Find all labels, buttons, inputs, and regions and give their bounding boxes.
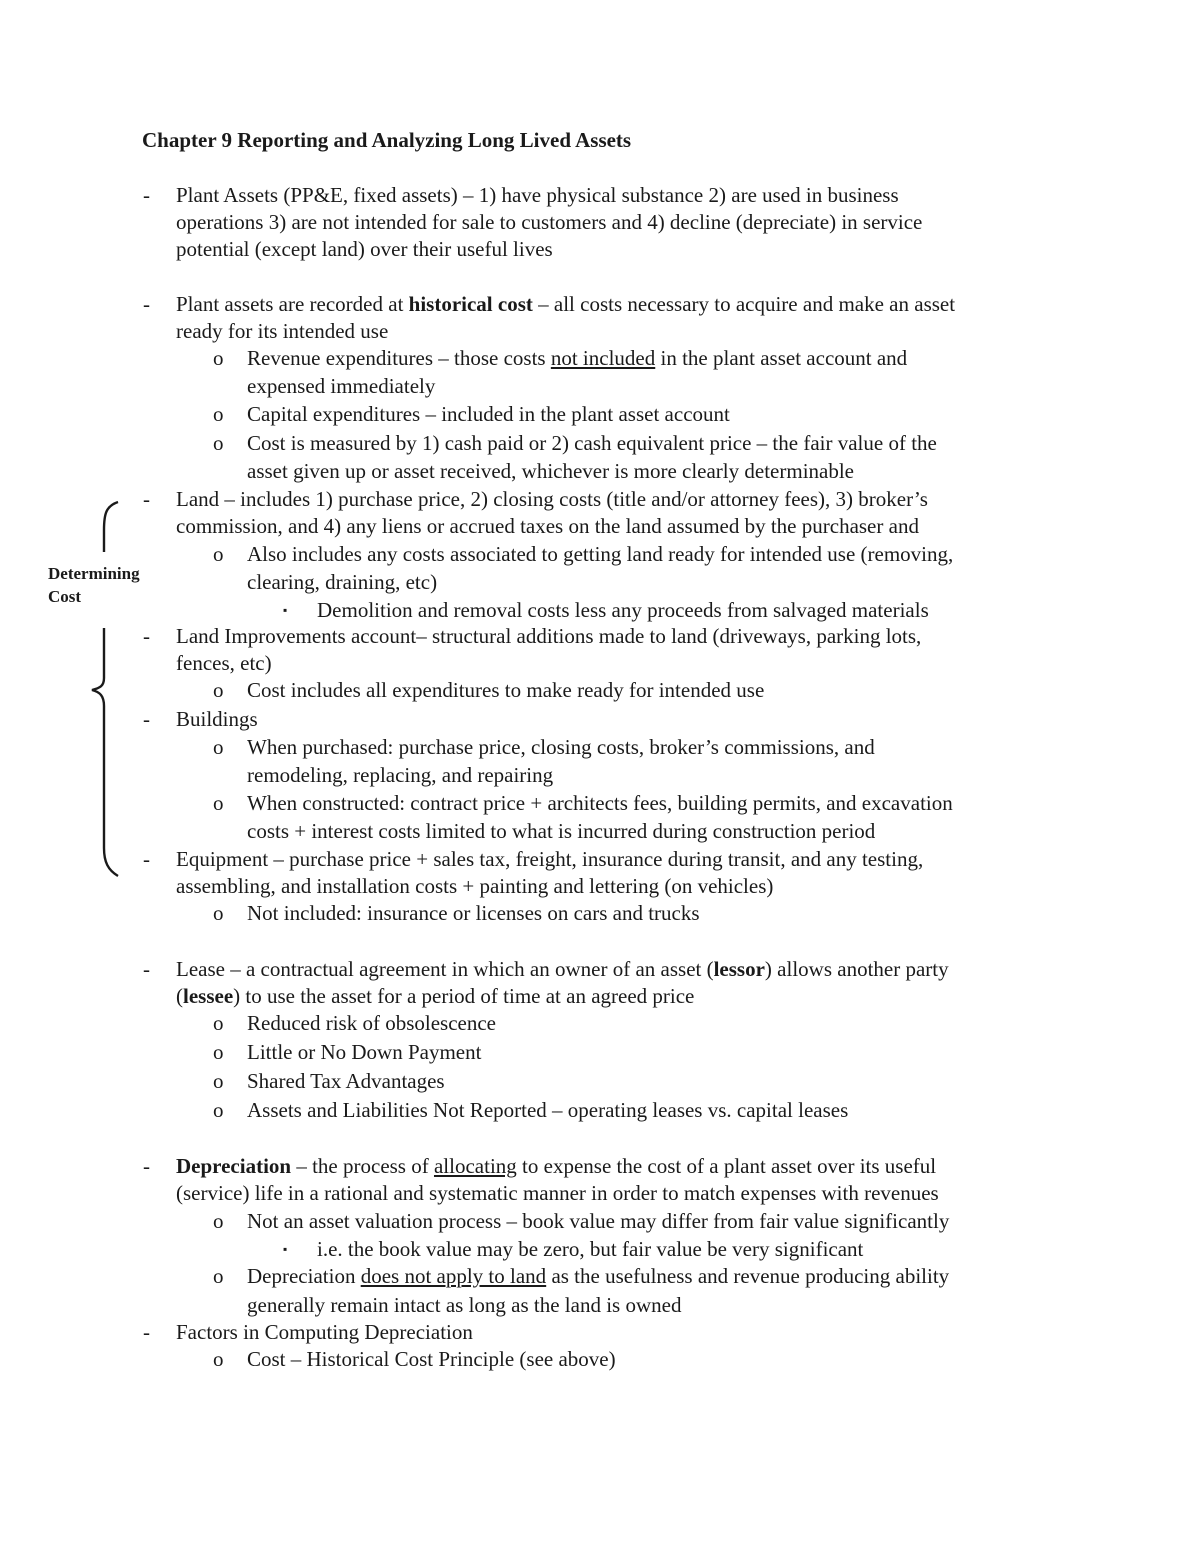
text-run: Revenue expenditures – those costs: [247, 346, 551, 370]
dash-marker: -: [143, 1154, 150, 1178]
lease-advantage-3: Shared Tax Advantages: [247, 1069, 445, 1093]
equipment-line-2: assembling, and installation costs + painting and lettering (on vehicles): [176, 874, 774, 898]
demolition-line: Demolition and removal costs less any proceeds from salvaged materials: [317, 598, 929, 622]
dash-marker: -: [143, 487, 150, 511]
text-run: – the process of: [291, 1154, 434, 1178]
lease-advantage-4: Assets and Liabilities Not Reported – operating leases vs. capital leases: [247, 1098, 849, 1122]
circle-marker: o: [213, 1347, 224, 1371]
land-costs-line-1: Also includes any costs associated to getting land ready for intended use (removing,: [247, 542, 954, 566]
chapter-title: Chapter 9 Reporting and Analyzing Long Lived Assets: [142, 128, 632, 152]
plant-assets-line-2: operations 3) are not intended for sale to customers and 4) decline (depreciate) in service: [176, 210, 923, 234]
dash-marker: -: [143, 183, 150, 207]
circle-marker: o: [213, 346, 224, 370]
text-run: Depreciation: [247, 1264, 361, 1288]
dash-marker: -: [143, 292, 150, 316]
cost-factor-line: Cost – Historical Cost Principle (see above): [247, 1347, 616, 1371]
lease-line-1: [176, 956, 949, 983]
historical-cost-line-1: [176, 291, 955, 318]
circle-marker: o: [213, 1209, 224, 1233]
capital-expenditures-line: Capital expenditures – included in the plant asset account: [247, 402, 730, 426]
text-run: (: [176, 984, 183, 1008]
not-valuation-line: Not an asset valuation process – book value may differ from fair value significantly: [247, 1209, 950, 1233]
circle-marker: o: [213, 1098, 224, 1122]
underlined-term: not included: [550, 346, 656, 370]
lease-advantage-1: Reduced risk of obsolescence: [247, 1011, 496, 1035]
buildings-purchased-line-2: remodeling, replacing, and repairing: [247, 763, 554, 787]
bold-term: historical cost: [408, 292, 533, 316]
land-improvements-cost-line: Cost includes all expenditures to make ready for intended use: [247, 678, 765, 702]
text-run: Plant assets are recorded at: [176, 292, 409, 316]
text-run: to expense the cost of a plant asset over its useful: [516, 1154, 937, 1178]
cost-measured-line-2: asset given up or asset received, whichever is more clearly determinable: [247, 459, 855, 483]
text-run: in the plant asset account and: [655, 346, 908, 370]
circle-marker: o: [213, 1040, 224, 1064]
circle-marker: o: [213, 1264, 224, 1288]
bold-term: lessor: [713, 957, 765, 981]
square-marker: ▪: [283, 1242, 288, 1256]
historical-cost-line-2: ready for its intended use: [176, 319, 389, 343]
buildings-line: Buildings: [176, 707, 258, 731]
text-run: ) to use the asset for a period of time at an agreed price: [233, 984, 695, 1008]
text-run: ) allows another party: [764, 957, 949, 981]
bold-term: Depreciation: [176, 1154, 292, 1178]
dash-marker: -: [143, 1320, 150, 1344]
circle-marker: o: [213, 791, 224, 815]
text-run: Lease – a contractual agreement in which an owner of an asset (: [176, 957, 714, 981]
circle-marker: o: [213, 735, 224, 759]
cost-measured-line-1: Cost is measured by 1) cash paid or 2) cash equivalent price – the fair value of the: [247, 431, 937, 455]
square-marker: ▪: [283, 603, 288, 617]
land-not-depreciated-line-2: generally remain intact as long as the land is owned: [247, 1293, 682, 1317]
circle-marker: o: [213, 1069, 224, 1093]
underlined-term: does not apply to land: [360, 1264, 547, 1288]
buildings-constructed-line-1: When constructed: contract price + architects fees, building permits, and excavation: [247, 791, 953, 815]
depreciation-line-2: (service) life in a rational and systematic manner in order to match expenses with revenues: [176, 1181, 939, 1205]
dash-marker: -: [143, 957, 150, 981]
land-not-depreciated-line-1: [247, 1263, 949, 1290]
dash-marker: -: [143, 707, 150, 731]
book-value-line: i.e. the book value may be zero, but fair value be very significant: [317, 1237, 864, 1261]
equipment-not-included-line: Not included: insurance or licenses on cars and trucks: [247, 901, 700, 925]
buildings-purchased-line-1: When purchased: purchase price, closing costs, broker’s commissions, and: [247, 735, 875, 759]
revenue-expenditures-line-2: expensed immediately: [247, 374, 436, 398]
lease-line-2: [176, 983, 694, 1010]
dash-marker: -: [143, 847, 150, 871]
land-costs-line-2: clearing, draining, etc): [247, 570, 438, 594]
dash-marker: -: [143, 624, 150, 648]
land-improvements-line-2: fences, etc): [176, 651, 272, 675]
land-line-1: Land – includes 1) purchase price, 2) closing costs (title and/or attorney fees), 3) broker’s: [176, 487, 928, 511]
circle-marker: o: [213, 678, 224, 702]
underlined-term: allocating: [433, 1154, 517, 1178]
side-label-line2: Cost: [48, 587, 82, 606]
circle-marker: o: [213, 901, 224, 925]
circle-marker: o: [213, 542, 224, 566]
depreciation-line-1: [176, 1153, 936, 1180]
land-line-2: commission, and 4) any liens or accrued taxes on the land assumed by the purchaser and: [176, 514, 919, 538]
land-improvements-line-1: Land Improvements account– structural additions made to land (driveways, parking lots,: [176, 624, 922, 648]
plant-assets-line-3: potential (except land) over their useful lives: [176, 237, 553, 261]
text-run: as the usefulness and revenue producing ability: [546, 1264, 950, 1288]
side-label-line1: Determining: [48, 564, 140, 583]
lease-advantage-2: Little or No Down Payment: [247, 1040, 482, 1064]
text-run: – all costs necessary to acquire and make an asset: [532, 292, 956, 316]
revenue-expenditures-line-1: [247, 345, 907, 372]
bold-term: lessee: [183, 984, 234, 1008]
curly-brace: [86, 500, 126, 880]
plant-assets-line-1: Plant Assets (PP&E, fixed assets) – 1) have physical substance 2) are used in business: [176, 183, 899, 207]
circle-marker: o: [213, 1011, 224, 1035]
circle-marker: o: [213, 431, 224, 455]
buildings-constructed-line-2: costs + interest costs limited to what is incurred during construction period: [247, 819, 876, 843]
factors-line: Factors in Computing Depreciation: [176, 1320, 473, 1344]
equipment-line-1: Equipment – purchase price + sales tax, freight, insurance during transit, and any testing,: [176, 847, 924, 871]
circle-marker: o: [213, 402, 224, 426]
